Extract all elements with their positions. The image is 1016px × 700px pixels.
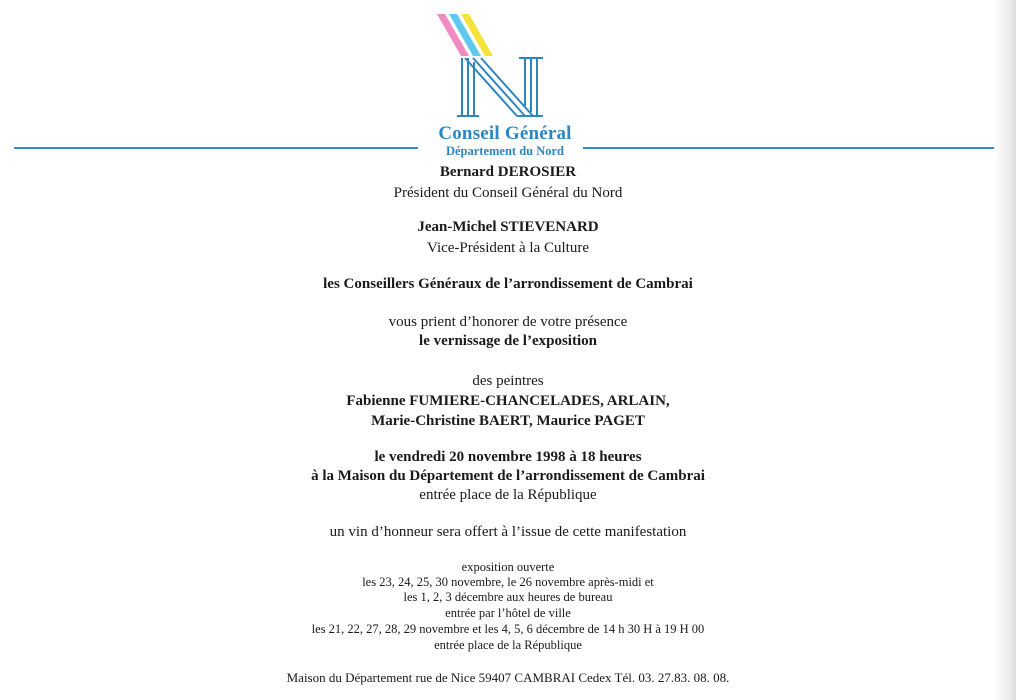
painters-intro: des peintres xyxy=(472,373,544,389)
schedule-line-2: les 23, 24, 25, 30 novembre, le 26 novembre après-midi et xyxy=(362,575,654,589)
reception-line: un vin d’honneur sera offert à l’issue de cette manifestation xyxy=(329,524,687,540)
host-role-vice-president: Vice-Président à la Culture xyxy=(427,240,589,256)
schedule-line-1: exposition ouverte xyxy=(461,560,555,574)
event-date: le vendredi 20 novembre 1998 à 18 heures xyxy=(374,449,642,465)
councillors-line: les Conseillers Généraux de l’arrondissement de Cambrai xyxy=(323,276,693,292)
host-name-vice-president: Jean-Michel STIEVENARD xyxy=(417,219,599,235)
logo-title: Conseil Général xyxy=(438,123,572,144)
host-role-president: Président du Conseil Général du Nord xyxy=(393,185,623,201)
header-rule-left xyxy=(14,147,418,149)
invitation-line-2: le vernissage de l’exposition xyxy=(419,333,597,349)
event-place: à la Maison du Département de l’arrondissement de Cambrai xyxy=(311,468,705,484)
painters-line-2: Marie-Christine BAERT, Maurice PAGET xyxy=(371,413,645,429)
logo-subtitle: Département du Nord xyxy=(445,144,565,158)
host-name-president: Bernard DEROSIER xyxy=(439,164,577,180)
painters-line-1: Fabienne FUMIERE-CHANCELADES, ARLAIN, xyxy=(346,393,670,409)
header-rule-right xyxy=(583,147,994,149)
schedule-line-5: les 21, 22, 27, 28, 29 novembre et les 4, 5, 6 décembre de 14 h 30 H à 19 H 00 xyxy=(311,622,705,636)
schedule-line-4: entrée par l’hôtel de ville xyxy=(445,606,571,620)
invitation-line-1: vous prient d’honorer de votre présence xyxy=(388,314,628,330)
schedule-line-6: entrée place de la République xyxy=(434,638,582,652)
event-entrance: entrée place de la République xyxy=(419,487,597,503)
schedule-line-3: les 1, 2, 3 décembre aux heures de bureau xyxy=(403,590,613,604)
footer-address: Maison du Département rue de Nice 59407 CAMBRAI Cedex Tél. 03. 27.83. 08. 08. xyxy=(286,670,730,685)
